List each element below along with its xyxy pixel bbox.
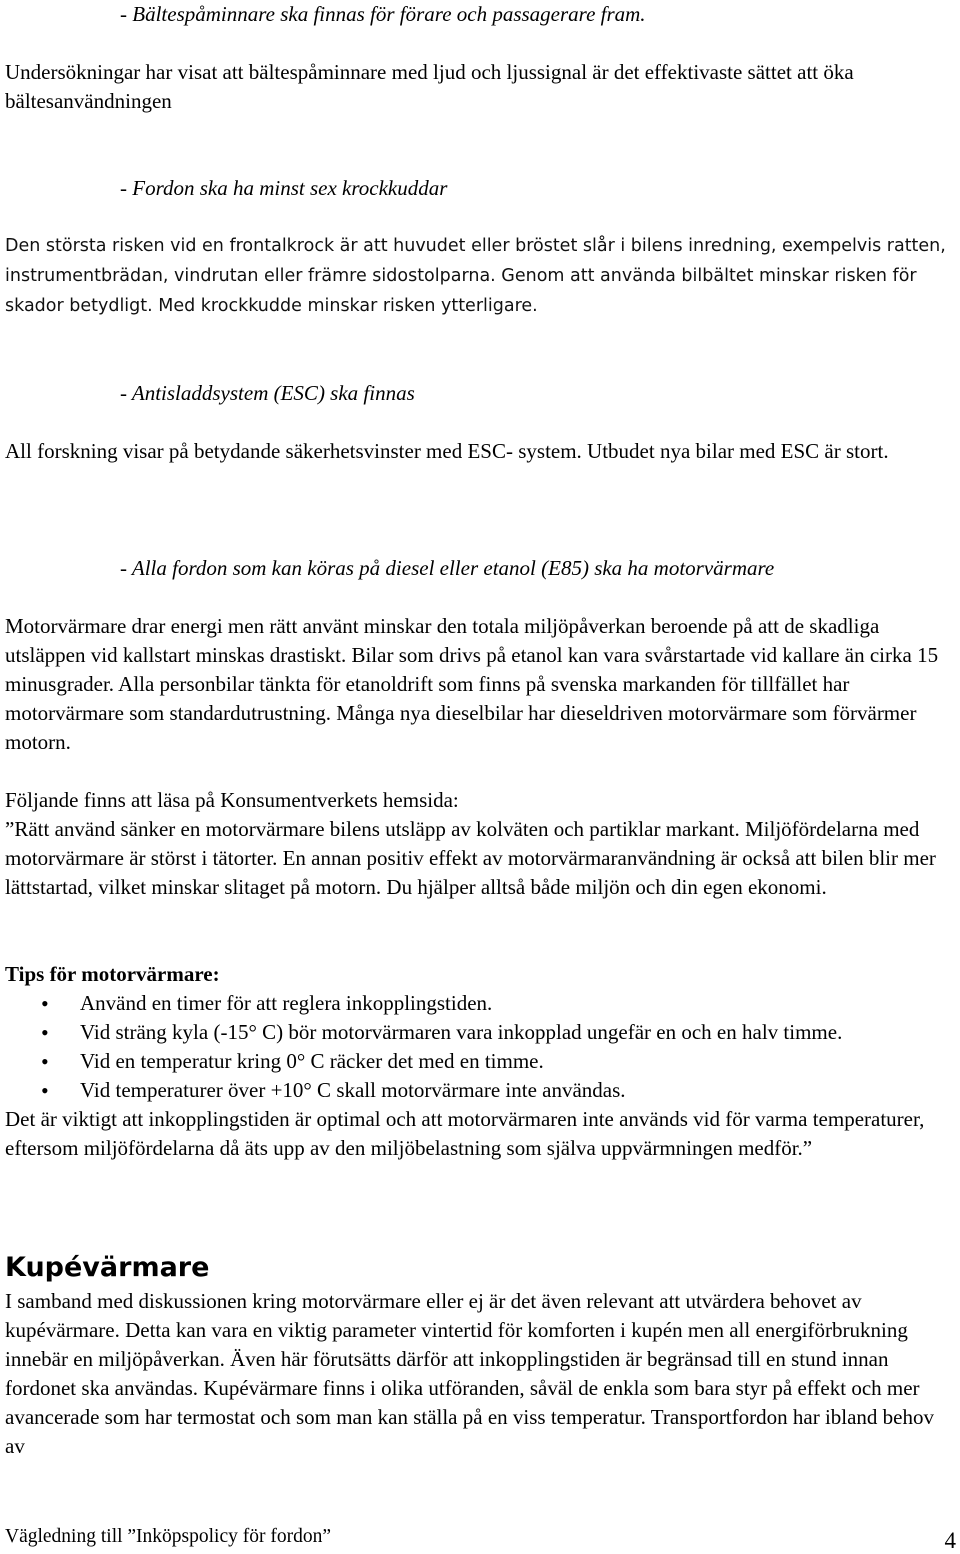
heading-text: Antisladdsystem (ESC) ska finnas (131, 381, 415, 405)
tips-closing: Det är viktigt att inkopplingstiden är optimal och att motorvärmaren inte används vid för varma temperaturer, eftersom miljöfördelarna då äts upp av den miljöbelastning som själva uppvärmningen medför.” (5, 1107, 925, 1160)
quote-intro: Följande finns att läsa på Konsumentverkets hemsida: (5, 788, 459, 812)
requirement-heading-belt-reminder (120, 0, 646, 29)
section-heading: Kupévärmare (5, 1252, 210, 1283)
tips-section (5, 960, 956, 1163)
tips-title: Tips för motorvärmare: (5, 962, 220, 986)
page-footer (5, 1526, 956, 1553)
paragraph-text: Motorvärmare drar energi men rätt använt minskar den totala miljöpåverkan beroende på att de skadliga utsläppen vid kallstart minskas drastiskt. Bilar som drivs på etanol kan vara svårstartade vid kallare än cirka 15 minusgrader. Alla personbilar tänkta för etanoldrift som finns på svenska markanden för tillfället har motorvärmare som standardutrustning. Många nya dieselbilar har dieseldriven motorvärmare som förvärmer motorn. (5, 614, 939, 754)
list-item: • Vid en temperatur kring 0° C räcker det med en timme. (5, 1047, 956, 1076)
requirement-heading-airbags (120, 174, 447, 203)
paragraph-text: Undersökningar har visat att bältespåminnare med ljud och ljussignal är det effektivaste sättet att öka bältesanvändningen (5, 60, 854, 113)
dash-marker: - (120, 556, 127, 580)
requirement-heading-esc (120, 379, 415, 408)
heading-text: Bältespåminnare ska finnas för förare och passagerare fram. (132, 2, 646, 26)
heading-text: Alla fordon som kan köras på diesel eller etanol (E85) ska ha motorvärmare (131, 556, 775, 580)
paragraph-cabin-heater (5, 1287, 956, 1461)
paragraph-text: All forskning visar på betydande säkerhetsvinster med ESC- system. Utbudet nya bilar med ESC är stort. (5, 439, 889, 463)
list-item: • Använd en timer för att reglera inkopplingstiden. (5, 989, 956, 1018)
tips-list (5, 989, 956, 1105)
paragraph-text: Den största risken vid en frontalkrock är att huvudet eller bröstet slår i bilens inredning, exempelvis ratten, instrumentbrädan, vindrutan eller främre sidostolparna. Genom att använda bilbältet minskar risken för skador betydligt. Med krockkudde minskar risken ytterligare. (5, 236, 946, 316)
requirement-heading-engine-heater (120, 554, 774, 583)
paragraph-engine-heater (5, 612, 956, 757)
list-item: • Vid sträng kyla (-15° C) bör motorvärmaren vara inkopplad ungefär en och en halv timme. (5, 1018, 956, 1047)
list-item: • Vid temperaturer över +10° C skall motorvärmare inte användas. (5, 1076, 956, 1105)
page-number: 4 (944, 1528, 956, 1553)
paragraph-airbags (5, 231, 956, 321)
paragraph-belt-reminder (5, 58, 956, 116)
heading-text: Fordon ska ha minst sex krockkuddar (132, 176, 448, 200)
footer-title: Vägledning till ”Inköpspolicy för fordon” (5, 1526, 332, 1547)
dash-marker: - (120, 176, 127, 200)
paragraph-text: I samband med diskussionen kring motorvärmare eller ej är det även relevant att utvärdera behovet av kupévärmare. Detta kan vara en viktig parameter vintertid för komforten i kupén men all energiförbrukning innebär en miljöpåverkan. Även här förutsätts därför att inkopplingstiden är begränsad till en stund innan fordonet ska användas. Kupévärmare finns i olika utföranden, såväl de enkla som bara styr på effekt och mer avancerade som har termostat och som man kan ställa på en viss temperatur. Transportfordon har ibland behov av (5, 1289, 935, 1458)
paragraph-esc (5, 437, 956, 466)
consumer-agency-quote (5, 786, 956, 902)
quote-text: ”Rätt använd sänker en motorvärmare bilens utsläpp av kolväten och partiklar markant. Miljöfördelarna med motorvärmare är störst i tätorter. En annan positiv effekt av motorvärmaranvändning är också att bilen blir mer lättstartad, vilket minskar slitaget på motorn. Du hjälper alltså både miljön och din egen ekonomi. (5, 817, 936, 899)
dash-marker: - (120, 381, 127, 405)
dash-marker: - (120, 2, 127, 26)
